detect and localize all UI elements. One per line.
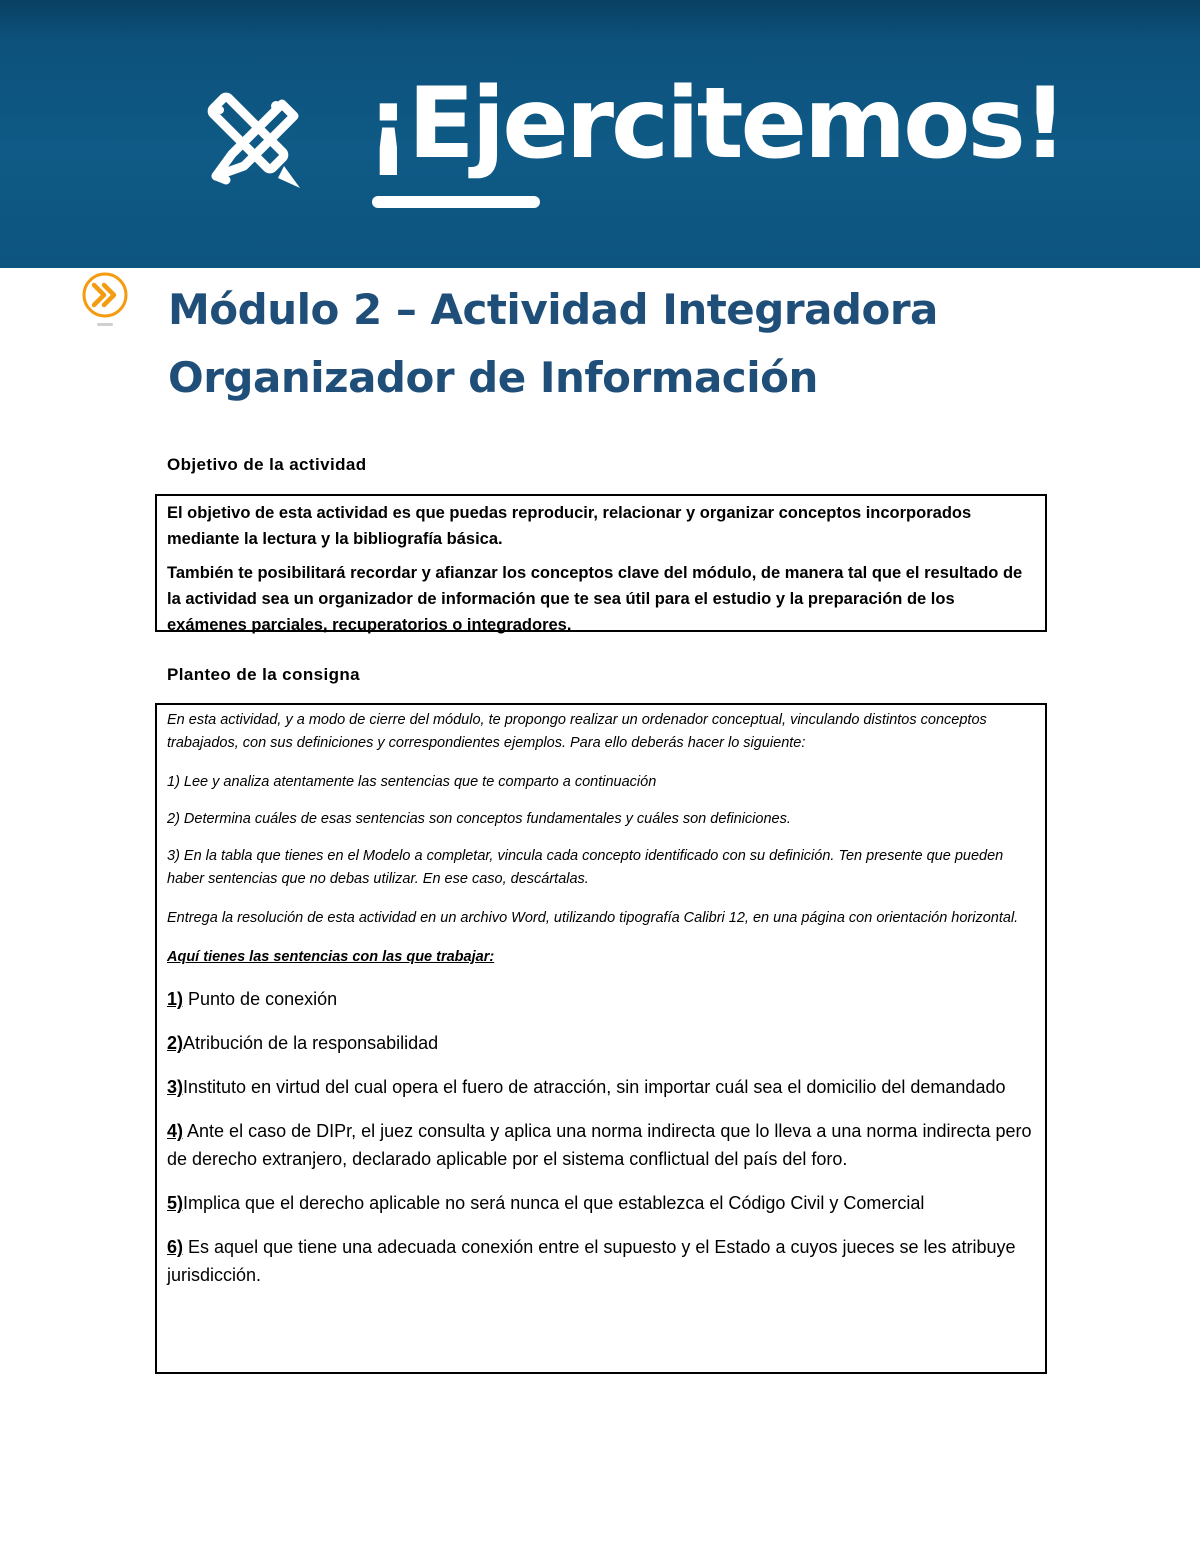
sentence-text: Ante el caso de DIPr, el juez consulta y aplica una norma indirecta que lo lleva a una norma indirecta pero de derecho extranjero, declarado aplicable por el sistema conflictual del país del foro. <box>167 1121 1032 1169</box>
objective-paragraph: También te posibilitará recordar y afianzar los conceptos clave del módulo, de manera tal que el resultado de la actividad sea un organizador de información que te sea útil para el estudio y la preparación de los exámenes parciales, recuperatorios o integradores. <box>167 564 1023 634</box>
sentence-number: 1) <box>167 989 184 1009</box>
sentence-item <box>167 985 1037 1013</box>
page-title-line-1: Módulo 2 – Actividad Integradora <box>168 285 938 334</box>
page-title <box>168 276 938 412</box>
assignment-intro: En esta actividad, y a modo de cierre del módulo, te propongo realizar un ordenador conceptual, vinculando distintos conceptos trabajados, con sus definiciones y correspondientes ejemplos. Para ello deberás hacer lo siguiente: <box>167 712 987 751</box>
objective-box <box>155 494 1047 632</box>
objective-heading: Objetivo de la actividad <box>167 455 367 474</box>
sentence-number: 2) <box>167 1033 184 1053</box>
assignment-step: 2) Determina cuáles de esas sentencias son conceptos fundamentales y cuáles son definiciones. <box>167 811 791 827</box>
assignment-step: 3) En la tabla que tienes en el Modelo a completar, vincula cada concepto identificado con su definición. Ten presente que pueden haber sentencias que no debas utilizar. En ese caso, descártalas. <box>167 848 1004 887</box>
sentence-text: Punto de conexión <box>183 989 338 1009</box>
banner-title: ¡Ejercitemos! <box>366 67 1065 181</box>
sentence-number: 4) <box>167 1121 184 1141</box>
sentence-text: Instituto en virtud del cual opera el fuero de atracción, sin importar cuál sea el domicilio del demandado <box>183 1077 1006 1097</box>
assignment-heading: Planteo de la consigna <box>167 665 361 684</box>
sentence-text: Atribución de la responsabilidad <box>183 1033 439 1053</box>
banner-shade <box>0 0 1200 40</box>
sentence-text: Es aquel que tiene una adecuada conexión entre el supuesto y el Estado a cuyos jueces se les atribuye jurisdicción. <box>167 1237 1016 1285</box>
sentences-heading: Aquí tienes las sentencias con las que trabajar: <box>167 949 495 965</box>
sentence-item <box>167 1189 1037 1217</box>
sentence-item <box>167 1117 1037 1173</box>
objective-paragraph: El objetivo de esta actividad es que puedas reproducir, relacionar y organizar conceptos incorporados mediante la lectura y la bibliografía básica. <box>167 504 972 548</box>
assignment-delivery: Entrega la resolución de esta actividad en un archivo Word, utilizando tipografía Calibri 12, en una página con orientación horizontal. <box>167 910 1019 926</box>
double-chevron-right-icon <box>78 270 132 332</box>
sentence-item <box>167 1233 1037 1289</box>
assignment-box <box>155 703 1047 1374</box>
sentence-number: 5) <box>167 1193 184 1213</box>
page-title-line-2: Organizador de Información <box>168 353 818 402</box>
pencil-ruler-icon <box>196 84 308 196</box>
assignment-step: 1) Lee y analiza atentamente las sentencias que te comparto a continuación <box>167 774 657 790</box>
sentence-item <box>167 1029 1037 1057</box>
header-banner <box>0 0 1200 268</box>
banner-underline <box>372 196 540 208</box>
sentence-number: 3) <box>167 1077 184 1097</box>
sentence-text: Implica que el derecho aplicable no será nunca el que establezca el Código Civil y Comercial <box>183 1193 925 1213</box>
sentence-number: 6) <box>167 1237 184 1257</box>
sentence-item <box>167 1073 1037 1101</box>
